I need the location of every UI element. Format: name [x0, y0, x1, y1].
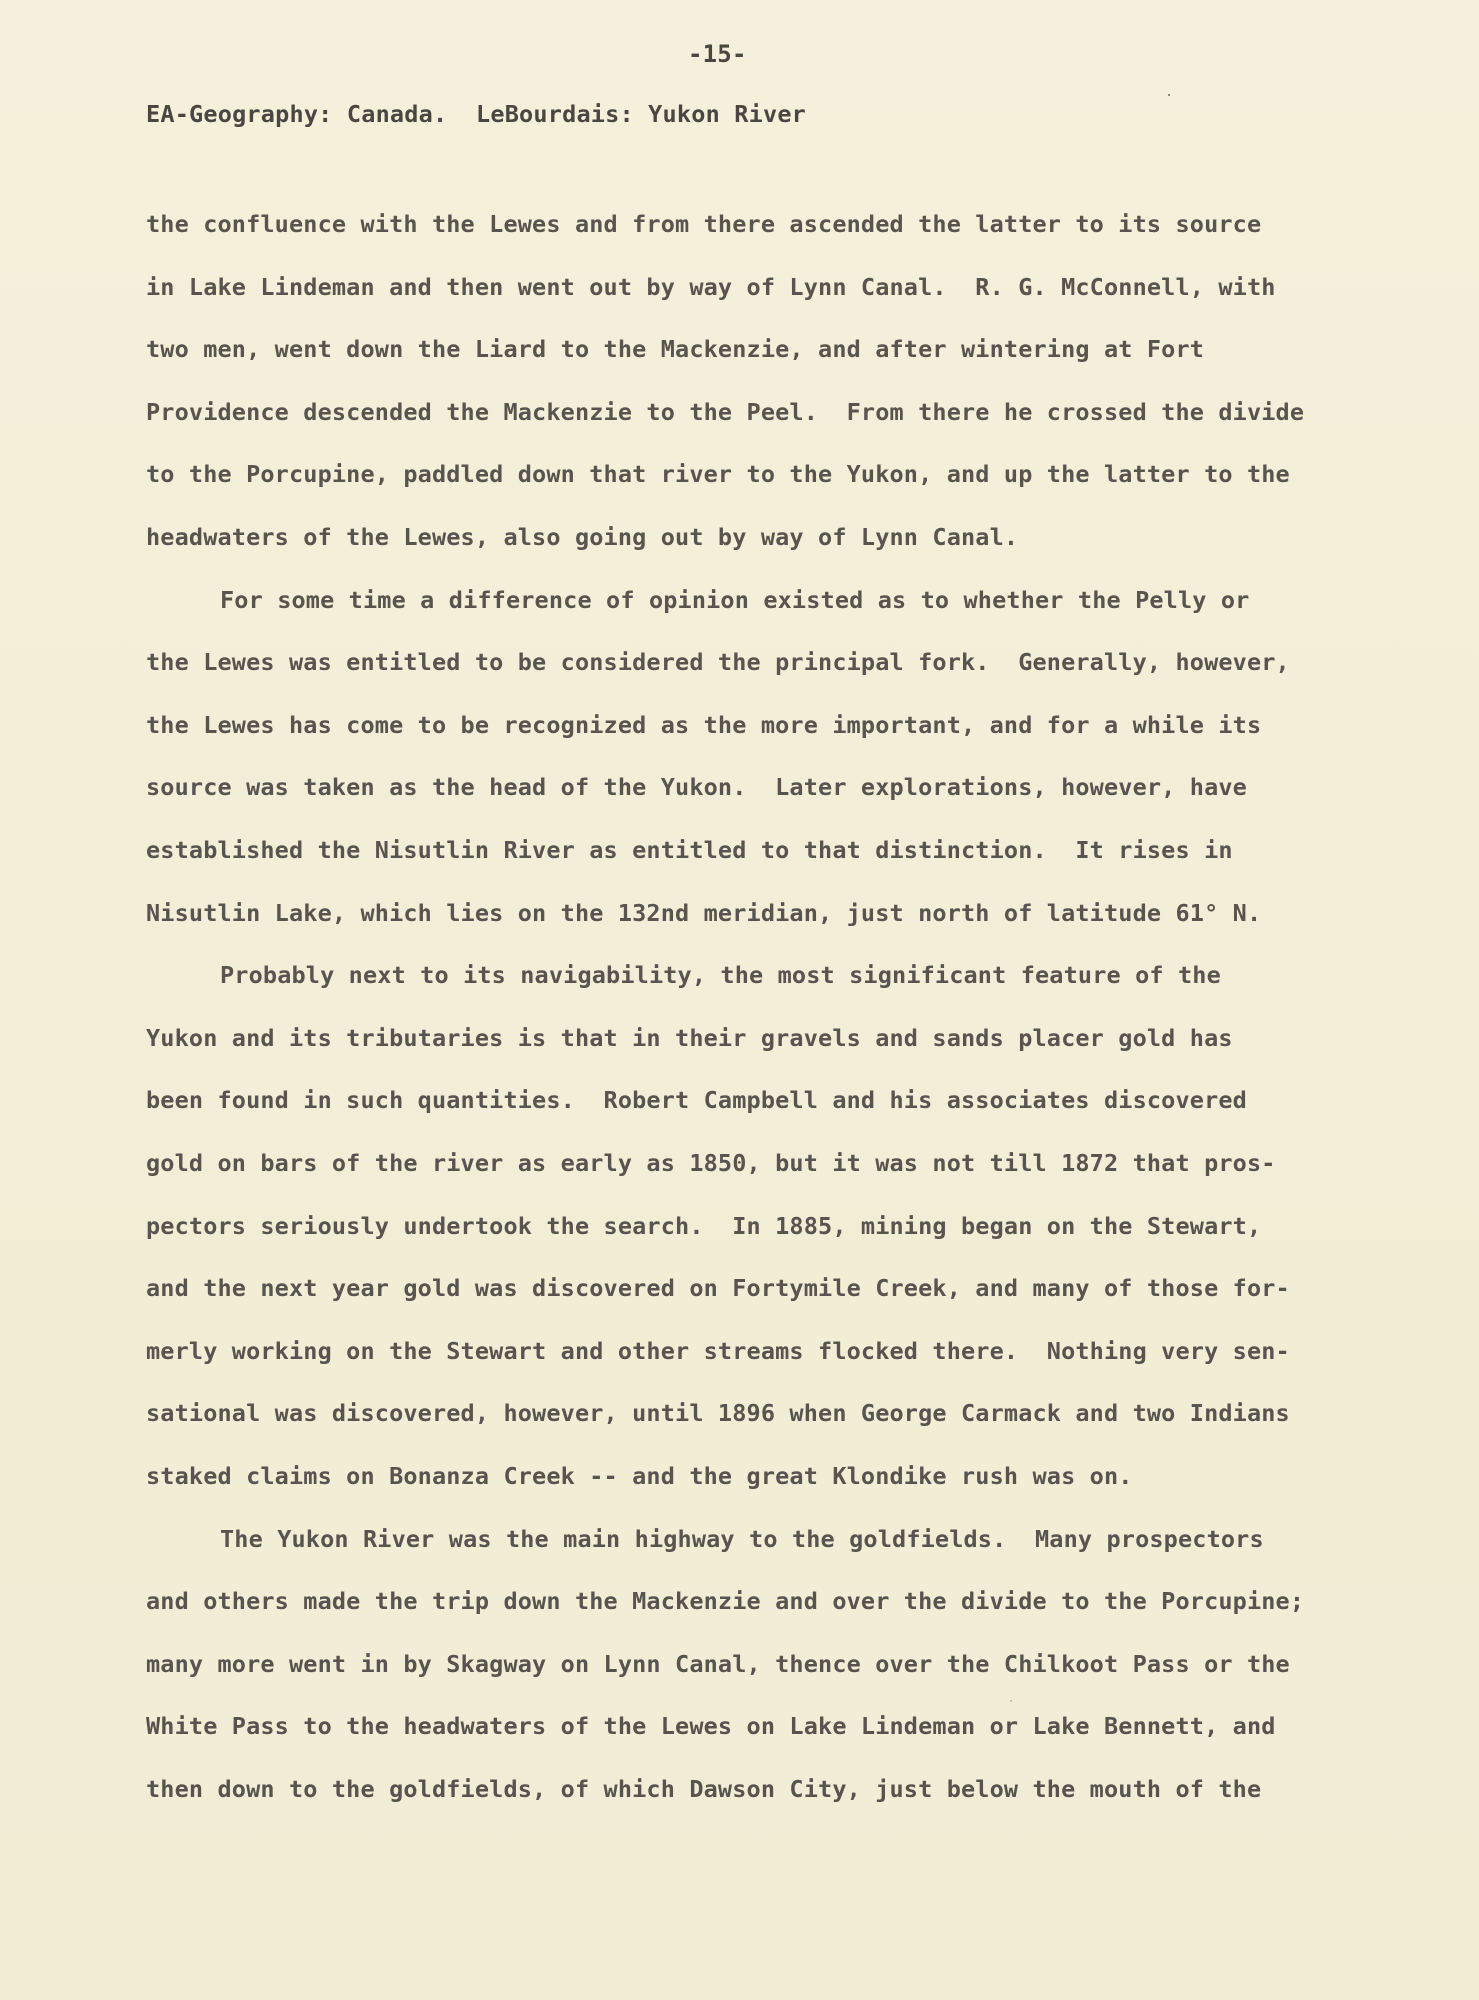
- text-line: Nisutlin Lake, which lies on the 132nd meridian, just north of latitude 61° N.: [146, 898, 1262, 927]
- text-line: gold on bars of the river as early as 1850, but it was not till 1872 that pros-: [146, 1149, 1276, 1177]
- paper-speck: [1010, 1700, 1012, 1702]
- text-line: Yukon and its tributaries is that in their gravels and sands placer gold has: [146, 1023, 1233, 1052]
- text-line: merly working on the Stewart and other streams flocked there. Nothing very sen-: [146, 1336, 1290, 1365]
- text-line: Providence descended the Mackenzie to the Peel. From there he crossed the divide: [146, 397, 1305, 426]
- text-line: and others made the trip down the Mackenzie and over the divide to the Porcupine;: [146, 1587, 1305, 1616]
- text-line: then down to the goldfields, of which Dawson City, just below the mouth of the: [146, 1775, 1262, 1803]
- text-line: the Lewes has come to be recognized as the more important, and for a while its: [146, 710, 1262, 739]
- text-line: been found in such quantities. Robert Campbell and his associates discovered: [146, 1086, 1247, 1115]
- text-line: headwaters of the Lewes, also going out by way of Lynn Canal.: [146, 523, 1019, 551]
- text-line: the confluence with the Lewes and from there ascended the latter to its source: [146, 210, 1262, 238]
- text-line: to the Porcupine, paddled down that river to the Yukon, and up the latter to the: [146, 460, 1290, 489]
- text-line: White Pass to the headwaters of the Lewes on Lake Lindeman or Lake Bennett, and: [146, 1712, 1276, 1741]
- page-number: -15-: [688, 40, 747, 68]
- text-line: many more went in by Skagway on Lynn Canal, thence over the Chilkoot Pass or the: [146, 1649, 1290, 1678]
- text-line: two men, went down the Liard to the Mackenzie, and after wintering at Fort: [146, 335, 1205, 364]
- text-line: For some time a difference of opinion existed as to whether the Pelly or: [220, 585, 1250, 614]
- page-header: EA-Geography: Canada. LeBourdais: Yukon River: [146, 100, 807, 128]
- text-line: The Yukon River was the main highway to the goldfields. Many prospectors: [220, 1524, 1264, 1553]
- text-line: the Lewes was entitled to be considered the principal fork. Generally, however,: [146, 648, 1290, 677]
- text-line: source was taken as the head of the Yukon. Later explorations, however, have: [146, 773, 1247, 802]
- text-line: in Lake Lindeman and then went out by way of Lynn Canal. R. G. McConnell, with: [146, 272, 1276, 301]
- text-line: Probably next to its navigability, the most significant feature of the: [220, 961, 1221, 990]
- text-line: established the Nisutlin River as entitled to that distinction. It rises in: [146, 836, 1233, 864]
- text-line: and the next year gold was discovered on Fortymile Creek, and many of those for-: [146, 1274, 1290, 1303]
- text-line: pectors seriously undertook the search. In 1885, mining began on the Stewart,: [146, 1211, 1262, 1240]
- text-line: staked claims on Bonanza Creek -- and the great Klondike rush was on.: [146, 1462, 1133, 1490]
- paper-speck: [1168, 94, 1170, 96]
- text-line: sational was discovered, however, until 1896 when George Carmack and two Indians: [146, 1399, 1290, 1428]
